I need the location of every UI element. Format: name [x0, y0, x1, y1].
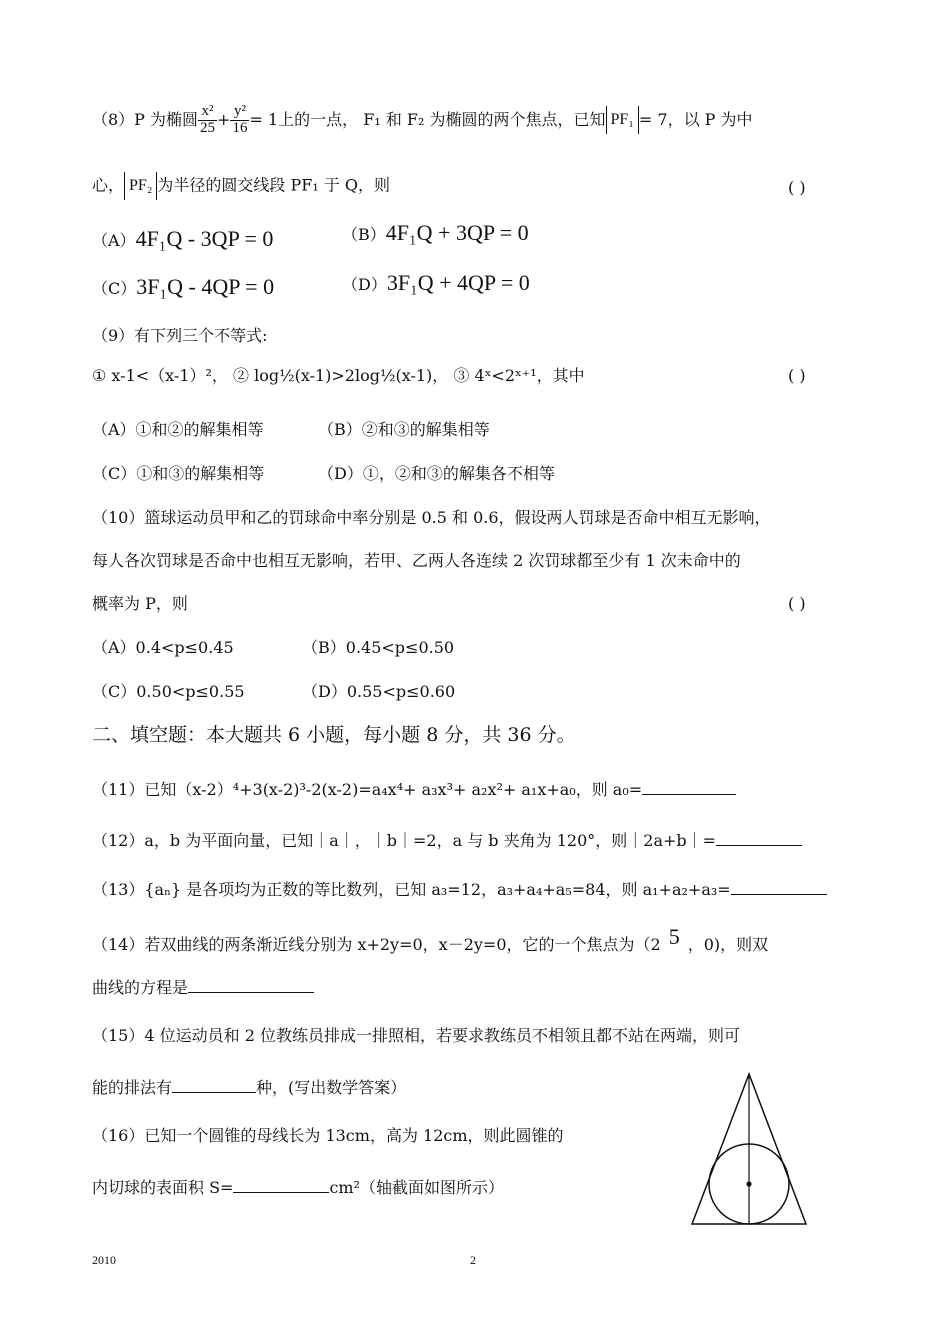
q8-choice-d: （D）3F₁Q + 4QP = 0: [342, 270, 530, 295]
q14-line2: 曲线的方程是: [92, 976, 314, 997]
q10-choice-c: （C）0.50<p≤0.55: [92, 682, 245, 701]
q14-line1: （14）若双曲线的两条渐近线分别为 x+2y=0，x－2y=0，它的一个焦点为（2 5 ，0)，则双: [92, 924, 769, 954]
q10-choice-d: （D）0.55<p≤0.60: [302, 682, 456, 701]
sqrt-five: 5: [668, 924, 680, 949]
center-dot: [746, 1181, 751, 1186]
q8-prefix: （8）P 为椭圆: [92, 109, 199, 129]
q15-line1: （15）4 位运动员和 2 位教练员排成一排照相，若要求教练员不相领且都不站在两端，则可: [92, 1026, 740, 1045]
q9-stem: （9）有下列三个不等式:: [92, 326, 268, 345]
q16-answer-blank: [233, 1176, 329, 1193]
q15-line2: 能的排法有 种，(写出数学答案）: [92, 1078, 407, 1097]
q9-inequalities: ① x-1<（x-1）²， ② log½(x-1)>2log½(x-1)， ③ 4ˣ<2ˣ⁺¹，其中: [92, 366, 585, 385]
q8-choice-b: （B）4F₁Q + 3QP = 0: [342, 220, 529, 245]
q11: （11）已知（x-2）⁴+3(x-2)³-2(x-2)=a₄x⁴+ a₃x³+ a₂x²+ a₁x+a₀，则 a₀=: [92, 778, 736, 799]
page-number: 2: [470, 1253, 476, 1267]
q8-plus: +: [217, 109, 231, 129]
abs-pf1: PF₁: [606, 106, 639, 134]
q8-choice-a: （A）4F₁Q - 3QP = 0: [92, 226, 274, 251]
q13: （13）{aₙ} 是各项均为正数的等比数列，已知 a₃=12，a₃+a₄+a₅=84，则 a₁+a₂+a₃=: [92, 878, 827, 899]
q10-choice-b: （B）0.45<p≤0.50: [302, 638, 455, 657]
section-2-heading: 二、填空题：本大题共 6 小题，每小题 8 分，共 36 分。: [92, 724, 576, 746]
q8-answer-paren: ( ): [788, 178, 806, 197]
cone-cross-section-figure: [686, 1068, 812, 1230]
q9-choice-a: （A）①和②的解集相等: [92, 420, 264, 439]
q16-line1: （16）已知一个圆锥的母线长为 13cm，高为 12cm，则此圆锥的: [92, 1126, 564, 1145]
footer-year: 2010: [92, 1253, 116, 1267]
q12-answer-blank: [716, 829, 802, 846]
q11-answer-blank: [642, 778, 736, 795]
q8-line1: [92, 104, 753, 137]
q8-end: = 7，以 P 为中: [638, 109, 753, 129]
q8-line2: 心， PF₂ 为半径的圆交线段 PF₁ 于 Q，则: [92, 172, 390, 200]
q9-answer-paren: ( ): [788, 366, 806, 385]
q13-answer-blank: [731, 878, 827, 895]
q10-line1: （10）篮球运动员甲和乙的罚球命中率分别是 0.5 和 0.6，假设两人罚球是否命中相互无影响，: [92, 508, 771, 527]
q10-choice-a: （A）0.4<p≤0.45: [92, 638, 234, 657]
q14-answer-blank: [188, 976, 314, 993]
q9-choice-b: （B）②和③的解集相等: [318, 420, 490, 439]
fraction-x2-25: $\frac{\text{x²}}{25}$: [200, 103, 216, 136]
q10-line2: 每人各次罚球是否命中也相互无影响，若甲、乙两人各连续 2 次罚球都至少有 1 次未命中的: [92, 551, 741, 570]
q8-choice-c: （C）3F₁Q - 4QP = 0: [92, 274, 275, 299]
q9-choice-c: （C）①和③的解集相等: [92, 464, 265, 483]
q9-choice-d: （D）①，②和③的解集各不相等: [318, 464, 555, 483]
abs-pf2: PF₂: [124, 172, 157, 200]
q10-answer-paren: ( ): [788, 594, 806, 613]
fraction-y2-16: $\frac{\text{y²}}{16}$: [232, 103, 248, 136]
q8-mid: = 1上的一点， F₁ 和 F₂ 为椭圆的两个焦点，已知: [249, 109, 606, 129]
q10-line3: 概率为 P，则: [92, 594, 188, 613]
q15-answer-blank: [172, 1076, 256, 1093]
q16-line2: 内切球的表面积 S= cm²（轴截面如图所示）: [92, 1178, 505, 1197]
q12: （12）a，b 为平面向量，已知｜a｜，｜b｜=2，a 与 b 夹角为 120°，则｜2a+b｜=: [92, 829, 802, 850]
